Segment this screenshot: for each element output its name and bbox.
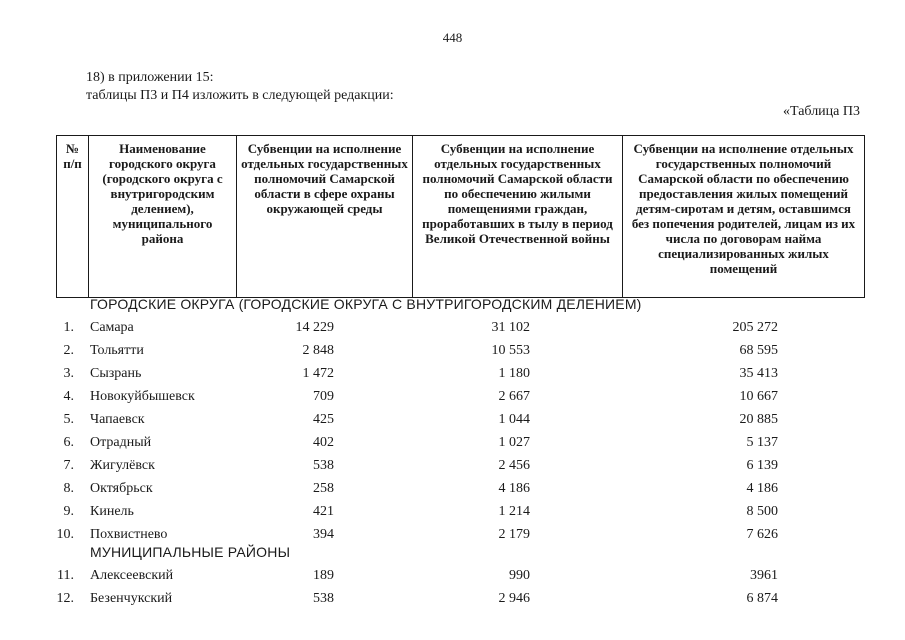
row-name: Октябрьск [90,481,153,496]
page-number: 448 [442,30,463,45]
row-value-environment: 394 [313,527,334,542]
table-row [0,568,905,590]
row-value-orphans: 6 139 [746,458,778,473]
row-name: Отрадный [90,435,152,450]
table-header [56,135,865,298]
row-value-orphans: 4 186 [746,481,778,496]
row-number: 3. [63,366,74,381]
header-environment: Субвенции на исполнение отдельных государственных полномочий Самарской области в сфере охраны окружающей среды [237,136,413,298]
row-name: Тольятти [90,343,144,358]
table-row [0,435,905,457]
row-value-orphans: 8 500 [746,504,778,519]
row-value-environment: 421 [313,504,334,519]
table-row [0,320,905,342]
row-name: Сызрань [90,366,142,381]
row-value-environment: 538 [313,591,334,606]
table-label: «Таблица П3 [783,104,860,119]
row-value-orphans: 7 626 [746,527,778,542]
row-name: Кинель [90,504,134,519]
row-value-environment: 709 [313,389,334,404]
row-name: Похвистнево [90,527,168,542]
section-urban-districts: ГОРОДСКИЕ ОКРУГА (ГОРОДСКИЕ ОКРУГА С ВНУТРИГОРОДСКИМ ДЕЛЕНИЕМ) [90,296,642,312]
row-value-veterans: 1 044 [498,412,530,427]
row-value-veterans: 1 214 [498,504,530,519]
row-number: 10. [56,527,74,542]
table-row [0,481,905,503]
header-housing-veterans: Субвенции на исполнение отдельных государственных полномочий Самарской области по обеспечению жилыми помещениями граждан, проработавших в тылу в период Великой Отечественной войны [413,136,623,298]
row-value-orphans: 20 885 [739,412,778,427]
row-name: Безенчукский [90,591,173,606]
row-value-environment: 538 [313,458,334,473]
row-value-orphans: 10 667 [739,389,778,404]
row-value-veterans: 10 553 [491,343,530,358]
row-value-orphans: 6 874 [746,591,778,606]
row-number: 4. [63,389,74,404]
table-row [0,591,905,613]
row-name: Чапаевск [90,412,145,427]
row-number: 7. [63,458,74,473]
intro-line-1: 18) в приложении 15: [86,70,214,85]
row-value-veterans: 31 102 [491,320,530,335]
header-name: Наименование городского округа (городского округа с внутригородским делением), муниципального района [89,136,237,298]
row-number: 2. [63,343,74,358]
row-value-environment: 402 [313,435,334,450]
row-value-environment: 14 229 [295,320,334,335]
row-value-veterans: 2 179 [498,527,530,542]
table-row [0,458,905,480]
row-number: 6. [63,435,74,450]
row-number: 8. [63,481,74,496]
row-value-veterans: 2 946 [498,591,530,606]
row-value-orphans: 205 272 [732,320,778,335]
row-number: 5. [63,412,74,427]
row-value-environment: 258 [313,481,334,496]
row-value-orphans: 5 137 [746,435,778,450]
header-housing-orphans: Субвенции на исполнение отдельных государственных полномочий Самарской области по обеспечению предоставления жилых помещений детям-сиротам и детям, оставшимся без попечения родителей, лицам из их числа по договорам найма специализированных жилых помещений [623,136,865,298]
row-value-veterans: 990 [509,568,530,583]
row-value-environment: 425 [313,412,334,427]
row-name: Жигулёвск [90,458,155,473]
row-value-environment: 2 848 [302,343,334,358]
table-row [0,366,905,388]
row-name: Алексеевский [90,568,174,583]
header-number: № п/п [57,136,89,298]
row-value-environment: 1 472 [302,366,334,381]
table-row [0,412,905,434]
row-number: 11. [57,568,74,583]
row-name: Новокуйбышевск [90,389,195,404]
row-value-orphans: 3961 [750,568,778,583]
row-number: 1. [63,320,74,335]
row-value-environment: 189 [313,568,334,583]
row-number: 9. [63,504,74,519]
row-value-veterans: 1 180 [498,366,530,381]
row-value-veterans: 4 186 [498,481,530,496]
table-row [0,343,905,365]
row-value-veterans: 2 667 [498,389,530,404]
row-number: 12. [56,591,74,606]
intro-line-2: таблицы П3 и П4 изложить в следующей редакции: [86,88,394,103]
row-value-orphans: 68 595 [739,343,778,358]
table-row [0,504,905,526]
row-value-veterans: 1 027 [498,435,530,450]
row-value-orphans: 35 413 [739,366,778,381]
table-row [0,389,905,411]
section-municipal-districts: МУНИЦИПАЛЬНЫЕ РАЙОНЫ [90,544,291,560]
row-name: Самара [90,320,134,335]
row-value-veterans: 2 456 [498,458,530,473]
